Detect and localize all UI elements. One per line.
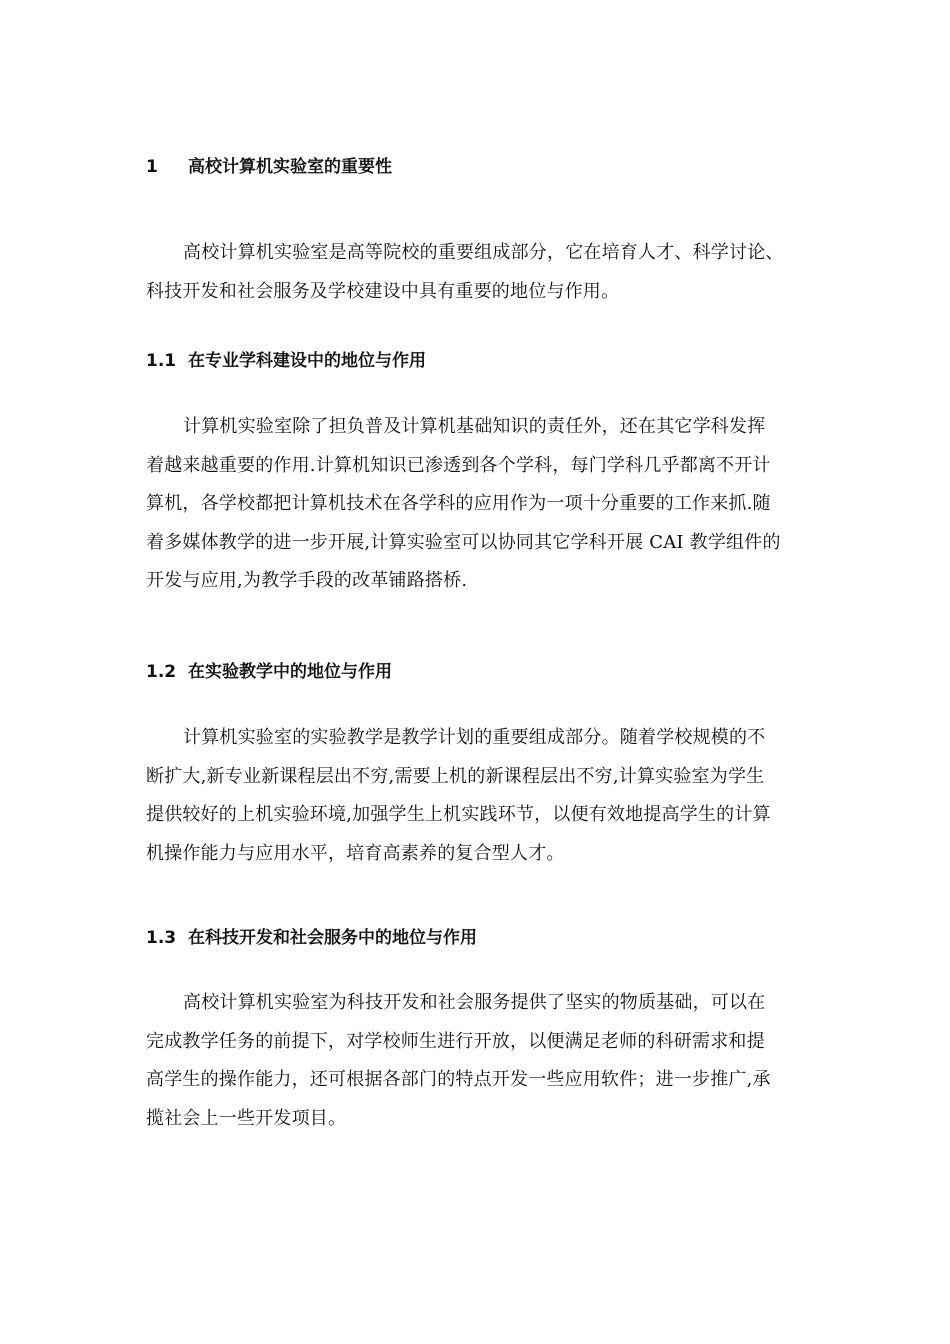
section-paragraph — [146, 984, 826, 1138]
paragraph-line: 高校计算机实验室为科技开发和社会服务提供了坚实的物质基础，可以在 — [183, 992, 766, 1013]
paragraph-line: 科技开发和社会服务及学校建设中具有重要的地位与作用。 — [146, 280, 620, 302]
paragraph-line: 着多媒体教学的进一步开展,计算实验室可以协同其它学科开展 CAI 教学组件的 — [146, 531, 781, 553]
section-number: 1 — [146, 157, 158, 177]
paragraph-line: 计算机实验室的实验教学是教学计划的重要组成部分。随着学校规模的不 — [183, 727, 766, 748]
section-number: 1.1 — [146, 351, 177, 371]
section-title: 在实验教学中的地位与作用 — [188, 662, 392, 682]
section-number: 1.2 — [146, 662, 177, 682]
section-paragraph — [146, 719, 826, 873]
section-number: 1.3 — [146, 928, 177, 948]
section-heading — [146, 660, 392, 684]
paragraph-line: 高校计算机实验室是高等院校的重要组成部分，它在培育人才、科学讨论、 — [183, 242, 784, 263]
paragraph-line: 开发与应用,为教学手段的改革铺路搭桥. — [146, 570, 468, 591]
paragraph-line: 机操作能力与应用水平，培育高素养的复合型人才。 — [146, 842, 565, 864]
paragraph-line: 提供较好的上机实验环境,加强学生上机实践环节，以便有效地提高学生的计算 — [146, 804, 771, 825]
paragraph-line: 高学生的操作能力，还可根据各部门的特点开发一些应用软件；进一步推广,承 — [146, 1069, 771, 1090]
paragraph-line: 揽社会上一些开发项目。 — [146, 1107, 347, 1129]
paragraph-line: 着越来越重要的作用.计算机知识已渗透到各个学科，每门学科几乎都离不开计 — [146, 454, 771, 476]
section-paragraph — [146, 408, 826, 601]
section-heading — [146, 155, 392, 179]
section-heading — [146, 349, 426, 373]
paragraph-line: 完成教学任务的前提下，对学校师生进行开放，以便满足老师的科研需求和提 — [146, 1030, 765, 1052]
paragraph-line: 断扩大,新专业新课程层出不穷,需要上机的新课程层出不穷,计算实验室为学生 — [146, 765, 765, 787]
section-paragraph — [146, 234, 826, 311]
section-title: 在专业学科建设中的地位与作用 — [188, 351, 426, 371]
section-title: 高校计算机实验室的重要性 — [188, 157, 392, 177]
paragraph-line: 计算机实验室除了担负普及计算机基础知识的责任外，还在其它学科发挥 — [183, 416, 766, 437]
section-title: 在科技开发和社会服务中的地位与作用 — [188, 928, 477, 948]
section-heading — [146, 926, 477, 950]
paragraph-line: 算机，各学校都把计算机技术在各学科的应用作为一项十分重要的工作来抓.随 — [146, 493, 771, 514]
